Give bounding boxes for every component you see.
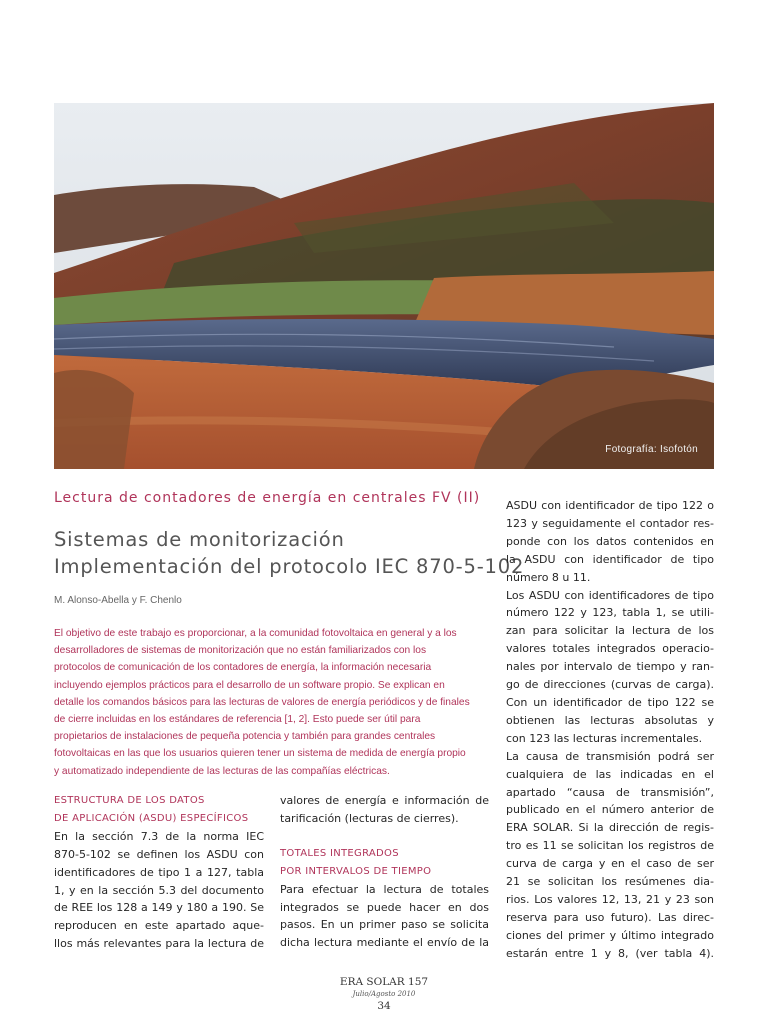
abstract-line: propietarios de instalaciones de pequeña potencia y también para grandes centrales (54, 731, 436, 743)
hero-photo (54, 103, 714, 469)
body-line: llos más relevantes para la lectura de (54, 937, 264, 951)
section-heading: POR INTERVALOS DE TIEMPO (280, 865, 432, 877)
abstract-line: protocolos de comunicación de los contadores de energía, la información necesaria (54, 662, 432, 674)
body-line: ASDU con identificador de tipo 122 o (506, 499, 714, 512)
section-heading: ESTRUCTURA DE LOS DATOS (54, 795, 205, 806)
body-line: Para efectuar la lectura de totales (280, 882, 489, 896)
title-line: Implementación del protocolo IEC 870-5-102 (54, 555, 525, 578)
section-heading: TOTALES INTEGRADOS (280, 847, 399, 859)
issue-date: Julio/Agosto 2010 (352, 990, 416, 998)
article-abstract (54, 625, 494, 780)
body-line: la ASDU con identificador de tipo (506, 552, 714, 566)
solar-farm-landscape-image (54, 103, 714, 469)
abstract-line: incluyendo ejemplos prácticos para el desarrollo de un software propio. Se explican en (54, 679, 445, 691)
body-line: integrados se puede hacer en dos (280, 900, 489, 914)
abstract-line: fotovoltaicas en las que los usuarios quieren tener un sistema de medida de energía propio (54, 748, 466, 760)
body-line: En la sección 7.3 de la norma IEC (54, 829, 264, 843)
body-line: dicha lectura mediante el envío de la (280, 936, 489, 950)
body-line: tarificación (lecturas de cierres). (280, 811, 459, 825)
body-line: tro es 11 se solicitan los registros de (506, 839, 714, 853)
abstract-line: detalle los comandos básicos para las lecturas de valores de energía periódicos y de finales (54, 696, 470, 708)
body-line: rios. Los valores 12, 13, 21 y 23 son (506, 892, 714, 906)
body-line: valores de energía e información de (280, 794, 489, 807)
body-line: nales por intervalo de tiempo y ran- (506, 660, 714, 674)
body-line: ponde con los datos contenidos en (506, 534, 714, 548)
body-line: curva de carga y en el caso de ser (506, 857, 714, 871)
body-line: apartado “causa de transmisión”, (506, 785, 714, 799)
body-line: Los ASDU con identificadores de tipo (506, 588, 714, 602)
body-column-2 (280, 792, 489, 952)
body-line: La causa de transmisión podrá ser (506, 749, 714, 763)
magazine-name: ERA SOLAR 157 (339, 976, 429, 988)
body-line: cualquiera de las indicadas en el (506, 767, 714, 781)
body-line: ciones del primer y último integrado (506, 928, 714, 942)
body-line: zan para solicitar la lectura de los (506, 624, 714, 638)
body-line: con 123 las lecturas incrementales. (506, 731, 703, 745)
abstract-line: El objetivo de este trabajo es proporcionar, a la comunidad fotovoltaica en general y a los (54, 628, 457, 639)
body-line: publicado en el número anterior de (506, 803, 714, 817)
body-line: 123 y seguidamente el contador res- (506, 516, 714, 530)
body-line: número 122 y 123, tabla 1, se utili- (506, 606, 714, 620)
article-kicker: Lectura de contadores de energía en centrales FV (II) (54, 490, 481, 506)
body-line: 870-5-102 se definen los ASDU con (54, 847, 264, 861)
body-line: Con un identificador de tipo 122 se (506, 695, 714, 709)
body-column-3 (506, 497, 714, 963)
body-line: reserva para uso futuro). Las direc- (506, 910, 714, 924)
body-column-1 (54, 792, 264, 953)
body-line: reproducen en este apartado aque- (54, 919, 264, 933)
article-authors: M. Alonso-Abella y F. Chenlo (54, 595, 182, 606)
body-line: 21 se solicitan los resúmenes dia- (506, 875, 714, 889)
body-line: go de direcciones (curvas de carga). (506, 678, 714, 692)
body-line: pasos. En un primer paso se solicita (280, 918, 489, 932)
body-line: número 8 u 11. (506, 570, 591, 584)
title-line: Sistemas de monitorización (54, 528, 345, 551)
body-line: identificadores de tipo 1 a 127, tabla (54, 865, 264, 879)
body-line: de REE los 128 a 149 y 180 a 190. Se (54, 901, 264, 915)
body-line: estarán entre 1 y 8, (ver tabla 4). (506, 946, 714, 960)
page-number: 34 (377, 1000, 391, 1012)
article-title (54, 526, 525, 580)
abstract-line: y automatizado independiente de las lecturas de las compañías eléctricas. (54, 765, 390, 777)
abstract-line: de cierre incluidas en los estándares de referencia [1, 2]. Esto puede ser útil para (54, 714, 421, 726)
body-line: 1, y en la sección 5.3 del documento (54, 883, 264, 897)
body-line: valores totales integrados operacio- (506, 642, 714, 656)
photo-credit: Fotografía: Isofotón (605, 444, 698, 455)
body-line: ERA SOLAR. Si la dirección de regis- (506, 821, 714, 835)
section-heading: DE APLICACIÓN (ASDU) ESPECÍFICOS (54, 812, 249, 824)
body-line: obtienen las lecturas absolutas y (506, 713, 714, 727)
abstract-line: desarrolladores de sistemas de monitorización que no están familiarizados con los (54, 645, 427, 657)
